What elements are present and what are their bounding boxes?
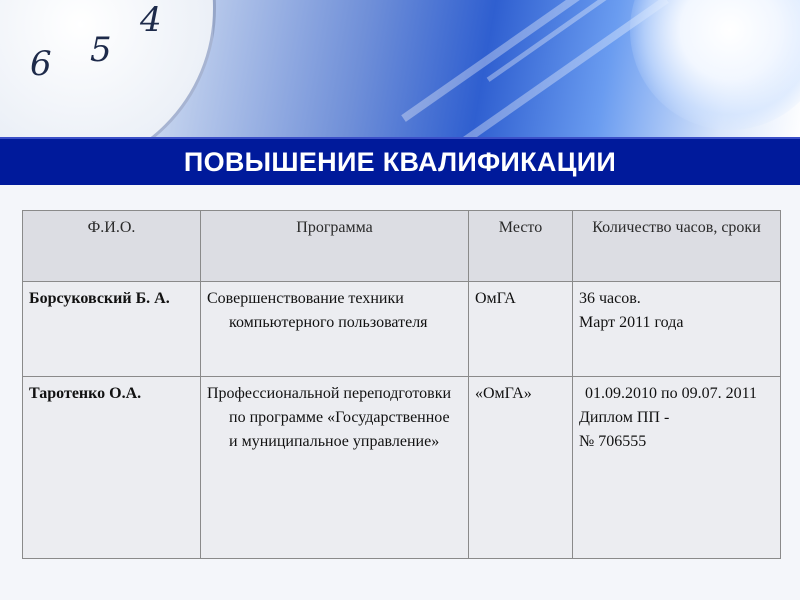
cell-place: ОмГА bbox=[469, 282, 573, 377]
qualification-table bbox=[22, 210, 781, 559]
hours-line: Диплом ПП - bbox=[579, 409, 670, 426]
cell-hours bbox=[573, 282, 781, 377]
title-band bbox=[0, 137, 800, 185]
hours-line: Март 2011 года bbox=[579, 314, 684, 331]
hours-line: 01.09.2010 по 09.07. 2011 bbox=[585, 385, 757, 402]
clock-number-6: 6 bbox=[30, 44, 52, 84]
clock-number-5: 5 bbox=[90, 30, 112, 70]
column-header-place: Место bbox=[469, 211, 573, 282]
light-glow bbox=[630, 0, 800, 130]
hours-line: № 706555 bbox=[579, 433, 647, 450]
cell-program: Профессиональной переподготовки по программе «Государственное и муниципальное управление» bbox=[201, 377, 469, 559]
column-header-hours: Количество часов, сроки bbox=[573, 211, 781, 282]
table-header-row bbox=[23, 211, 781, 282]
cell-name: Борсуковский Б. А. bbox=[23, 282, 201, 377]
table-row bbox=[23, 282, 781, 377]
column-header-name: Ф.И.О. bbox=[23, 211, 201, 282]
cell-program: Совершенствование техники компьютерного пользователя bbox=[201, 282, 469, 377]
column-header-program: Программа bbox=[201, 211, 469, 282]
cell-place: «ОмГА» bbox=[469, 377, 573, 559]
cell-hours bbox=[573, 377, 781, 559]
cell-name: Таротенко О.А. bbox=[23, 377, 201, 559]
header-background bbox=[0, 0, 800, 150]
slide-title: ПОВЫШЕНИЕ КВАЛИФИКАЦИИ bbox=[183, 147, 617, 177]
hours-line: 36 часов. bbox=[579, 290, 641, 307]
table-row bbox=[23, 377, 781, 559]
clock-number-4: 4 bbox=[140, 0, 162, 40]
